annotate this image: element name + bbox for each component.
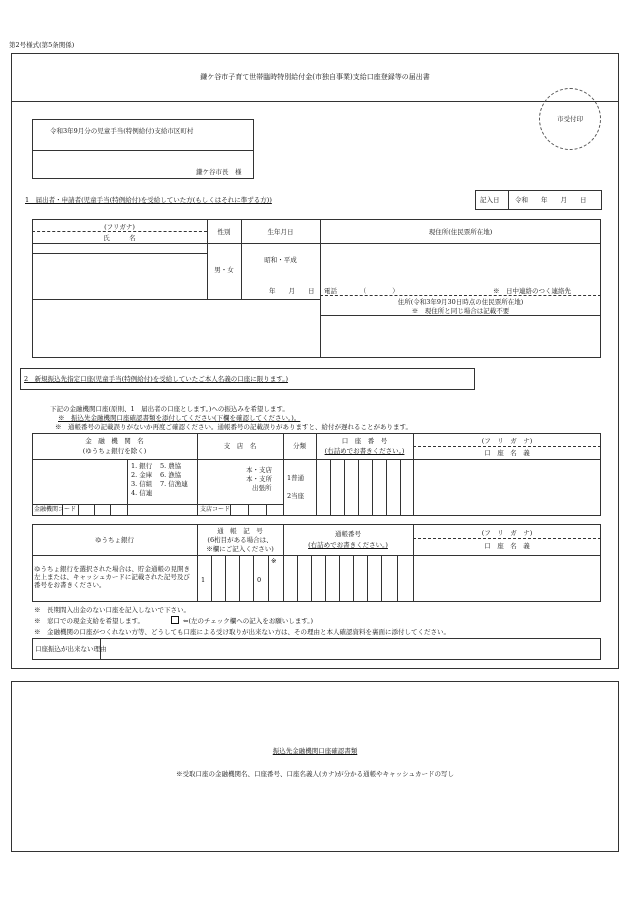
addressee-municipality: 令和3年9月分の児童手当(特例給付)支給市区町村 <box>50 127 194 135</box>
reason-field[interactable] <box>101 639 600 659</box>
addressee-divider <box>32 150 254 151</box>
section2-note2: ※ 振込先金融機関口座確認書類を添付してください(下欄を確認してください。)。 <box>58 414 301 422</box>
bank-type-4[interactable]: 4. 信連 <box>131 489 153 497</box>
gender-value[interactable]: 男・女 <box>214 266 234 274</box>
yucho-star: ※ <box>271 557 277 565</box>
branch-type-2[interactable]: 本・支所 <box>246 475 272 483</box>
yucho-symbol-header: 通 帳 記 号 <box>217 527 263 535</box>
yucho-note: ゆうちょ銀行を選択された場合は、貯金通帳の見開き左上または、キャッシュカードに記載された記号及び番号をお書きください。 <box>34 565 190 590</box>
gender-label: 性別 <box>217 228 231 236</box>
entry-date-label: 記入日 <box>480 196 500 204</box>
title-divider <box>11 101 619 102</box>
bank-type-5[interactable]: 5. 農協 <box>160 462 182 470</box>
bank-type-2[interactable]: 2. 金庫 <box>131 471 153 479</box>
footnote-1: ※ 長期間入出金のない口座を記入しないで下さい。 <box>34 606 190 614</box>
branch-header: 支 店 名 <box>223 442 257 450</box>
reception-stamp-label: 市受付印 <box>557 115 583 123</box>
account-number-header: 口 座 番 号 <box>341 437 388 445</box>
holder-name-header: 口 座 名 義 <box>484 449 530 457</box>
phone-field[interactable]: 電話 （ ） <box>324 287 399 295</box>
applicant-furigana-label: (フリガナ) <box>104 223 135 231</box>
yucho-symbol-sub1: (6桁目がある場合は、 <box>207 536 273 544</box>
yucho-digit-1: 1 <box>201 576 206 584</box>
yucho-number-header: 通帳番号 <box>335 530 361 538</box>
yucho-holder-header: 口 座 名 義 <box>484 542 530 550</box>
section2-note3: ※ 通帳番号の記載誤りがないか再度ご確認ください。通帳番号の記載誤りがありますと、給付が遅れることがあります。 <box>55 423 412 431</box>
bank-type-1[interactable]: 1. 銀行 <box>131 462 153 470</box>
yucho-symbol-sub2: ※欄にご記入ください) <box>206 545 274 553</box>
address-label: 現住所(住民票所在地) <box>428 228 493 236</box>
account-type-ordinary[interactable]: 1普通 <box>287 474 305 482</box>
form-title: 鎌ケ谷市子育て世帯臨時特別給付金(市独自事業)支給口座登録等の届出書 <box>200 73 430 81</box>
birthdate-era[interactable]: 昭和・平成 <box>264 256 297 264</box>
footnote-2-note: ⇐(左のチェック欄への記入をお願いします。) <box>183 617 314 625</box>
addressee-mayor: 鎌ケ谷市長 様 <box>196 168 242 176</box>
attachment-title: 振込先金融機関口座確認書類 <box>272 747 358 755</box>
bank-name-header: 金 融 機 関 名 <box>85 437 144 445</box>
branch-type-3[interactable]: 出張所 <box>252 484 272 492</box>
section1-heading: 1 届出者・申請者(児童手当(特例給付)を受給していた方(もしくはそれに準ずる方)) <box>25 196 272 204</box>
cash-payment-checkbox[interactable] <box>171 616 179 624</box>
yucho-number-subheader: (右詰めでお書きください。) <box>308 541 388 549</box>
holder-furigana-header: (フ リ ガ ナ) <box>481 437 533 445</box>
bank-name-subheader: (ゆうちょ銀行を除く) <box>82 447 147 455</box>
bank-type-7[interactable]: 7. 信漁連 <box>160 480 188 488</box>
yucho-digit-0: 0 <box>257 576 262 584</box>
account-number-subheader: (右詰めでお書きください。) <box>324 447 405 455</box>
applicant-name-label: 氏 名 <box>103 234 136 242</box>
birthdate-ymd[interactable]: 年 月 日 <box>269 287 315 295</box>
birthdate-label: 生年月日 <box>267 228 294 236</box>
footnote-2: ※ 窓口での現金支給を希望します。 <box>34 617 144 625</box>
bank-code-label: 金融機関コード <box>34 506 77 513</box>
prev-address-label: 住所(令和3年9月30日時点の住民票所在地) <box>397 298 524 306</box>
yucho-name: ゆうちょ銀行 <box>95 536 134 544</box>
reason-label: 口座振込が出来ない理由 <box>35 645 107 653</box>
section2-note1: 下記の金融機関口座(原則、1 届出者の口座とします。)への振込みを希望します。 <box>50 405 289 413</box>
phone-note: ※ 日中連絡のつく連絡先 <box>493 287 571 295</box>
attachment-frame <box>11 681 619 852</box>
yucho-furigana-header: (フ リ ガ ナ) <box>481 529 533 537</box>
account-type-header: 分類 <box>293 442 306 450</box>
bank-type-6[interactable]: 6. 漁協 <box>160 471 182 479</box>
section2-heading: 2 新規振込先指定口座(児童手当(特例給付)を受給していたご本人名義の口座に限ります。) <box>24 375 289 383</box>
prev-address-note: ※ 現住所と同じ場合は記載不要 <box>411 307 510 315</box>
footnote-3: ※ 金融機関の口座がつくれない方等、どうしても口座による受け取りが出来ない方は、その理由と本人確認資料を裏面に添付してください。 <box>34 628 450 636</box>
form-number: 第2号様式(第5条関係) <box>9 41 75 49</box>
entry-date-field[interactable]: 令和 年 月 日 <box>515 196 587 204</box>
attachment-note: ※受取口座の金融機関名、口座番号、口座名義人(カナ)が分かる通帳やキャッシュカードの写し <box>176 770 454 778</box>
branch-type-1[interactable]: 本・支店 <box>246 466 272 474</box>
bank-type-3[interactable]: 3. 信組 <box>131 480 153 488</box>
branch-code-label: 支店コード <box>200 506 231 513</box>
account-type-current[interactable]: 2当座 <box>287 492 305 500</box>
